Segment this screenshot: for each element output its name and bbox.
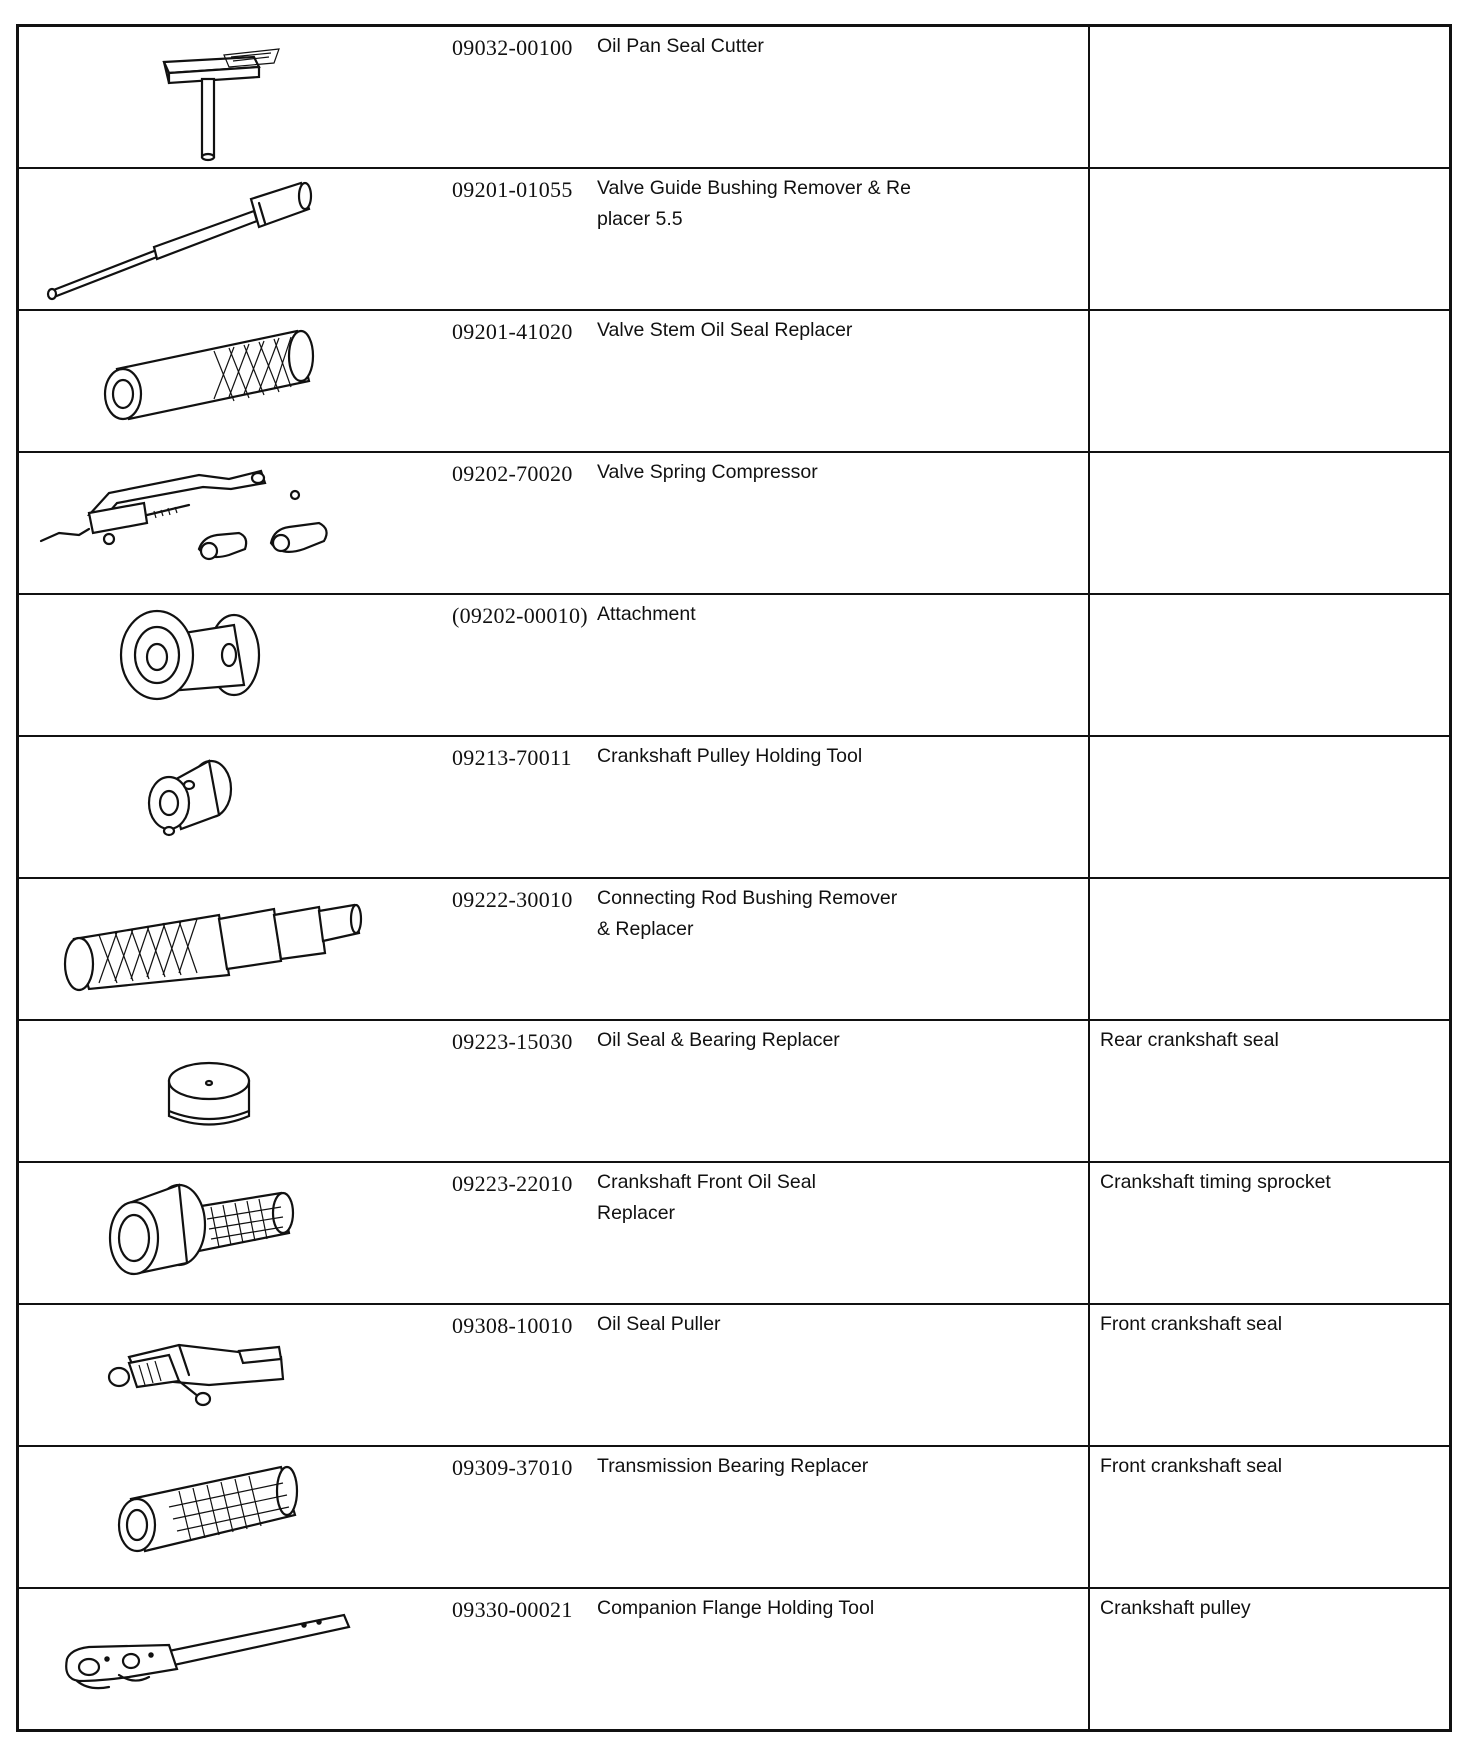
- table-row: [19, 1304, 1449, 1446]
- tool-name: Oil Seal Puller: [597, 1313, 721, 1335]
- attachment-icon: [19, 595, 424, 735]
- tool-name: Crankshaft Front Oil Seal Replacer: [597, 1171, 816, 1224]
- tool-application: Front crankshaft seal: [1100, 1455, 1283, 1477]
- tool-illustration-cell: [19, 1446, 424, 1588]
- valve-spring-compressor-icon: [19, 453, 424, 593]
- table-row: [19, 310, 1449, 452]
- tool-illustration-cell: [19, 310, 424, 452]
- tool-illustration-cell: [19, 1588, 424, 1729]
- valve-stem-oil-seal-replacer-icon: [19, 311, 424, 451]
- part-number: 09308-10010: [452, 1313, 573, 1338]
- transmission-bearing-replacer-icon: [19, 1447, 424, 1587]
- tool-application: [1090, 311, 1449, 315]
- tool-name: Connecting Rod Bushing Remover & Replacer: [597, 887, 898, 940]
- tool-illustration-cell: [19, 1304, 424, 1446]
- part-number: 09309-37010: [452, 1455, 573, 1480]
- valve-guide-bushing-remover-icon: [19, 169, 424, 309]
- part-number: 09032-00100: [452, 35, 573, 60]
- tool-illustration-cell: [19, 1020, 424, 1162]
- tool-application: Crankshaft timing sprocket: [1100, 1171, 1331, 1193]
- tool-application: Crankshaft pulley: [1100, 1597, 1251, 1619]
- table-row: [19, 878, 1449, 1020]
- table-row: [19, 27, 1449, 168]
- table-row: [19, 1588, 1449, 1729]
- table-row: [19, 168, 1449, 310]
- tool-illustration-cell: [19, 878, 424, 1020]
- companion-flange-holding-tool-icon: [19, 1589, 424, 1729]
- tool-illustration-cell: [19, 1162, 424, 1304]
- part-number: 09223-22010: [452, 1171, 573, 1196]
- part-number: 09222-30010: [452, 887, 573, 912]
- part-number: 09330-00021: [452, 1597, 573, 1622]
- tool-name: Valve Guide Bushing Remover & Re placer 5.5: [597, 177, 911, 230]
- connecting-rod-bushing-remover-icon: [19, 879, 424, 1019]
- tool-application: [1090, 169, 1449, 173]
- tool-name: Companion Flange Holding Tool: [597, 1597, 875, 1619]
- tool-application: [1090, 595, 1449, 599]
- table-row: [19, 1162, 1449, 1304]
- tool-illustration-cell: [19, 27, 424, 168]
- table-row: [19, 736, 1449, 878]
- tool-application: [1090, 453, 1449, 457]
- part-number: (09202-00010): [452, 603, 588, 628]
- oil-pan-seal-cutter-icon: [19, 27, 424, 167]
- table-row: [19, 452, 1449, 594]
- crankshaft-pulley-holding-tool-icon: [19, 737, 424, 877]
- special-service-tools-table: [16, 24, 1452, 1732]
- tool-name: Attachment: [597, 603, 696, 625]
- tool-name: Crankshaft Pulley Holding Tool: [597, 745, 863, 767]
- part-number: 09223-15030: [452, 1029, 573, 1054]
- tool-application: [1090, 27, 1449, 31]
- tool-name: Valve Spring Compressor: [597, 461, 818, 483]
- tool-name: Oil Pan Seal Cutter: [597, 35, 764, 57]
- table-row: [19, 1446, 1449, 1588]
- part-number: 09213-70011: [452, 745, 572, 770]
- part-number: 09202-70020: [452, 461, 573, 486]
- oil-seal-bearing-replacer-icon: [19, 1021, 424, 1161]
- tool-application: Front crankshaft seal: [1100, 1313, 1283, 1335]
- tool-application: [1090, 879, 1449, 883]
- part-number: 09201-01055: [452, 177, 573, 202]
- table-row: [19, 594, 1449, 736]
- tool-illustration-cell: [19, 736, 424, 878]
- tools-table: [19, 27, 1449, 1729]
- tool-name: Transmission Bearing Replacer: [597, 1455, 869, 1477]
- tool-application: [1090, 737, 1449, 741]
- tool-name: Oil Seal & Bearing Replacer: [597, 1029, 840, 1051]
- crankshaft-front-oil-seal-replacer-icon: [19, 1163, 424, 1303]
- part-number: 09201-41020: [452, 319, 573, 344]
- tool-illustration-cell: [19, 168, 424, 310]
- tool-illustration-cell: [19, 594, 424, 736]
- oil-seal-puller-icon: [19, 1305, 424, 1445]
- tool-illustration-cell: [19, 452, 424, 594]
- tool-application: Rear crankshaft seal: [1100, 1029, 1279, 1051]
- tool-name: Valve Stem Oil Seal Replacer: [597, 319, 853, 341]
- table-row: [19, 1020, 1449, 1162]
